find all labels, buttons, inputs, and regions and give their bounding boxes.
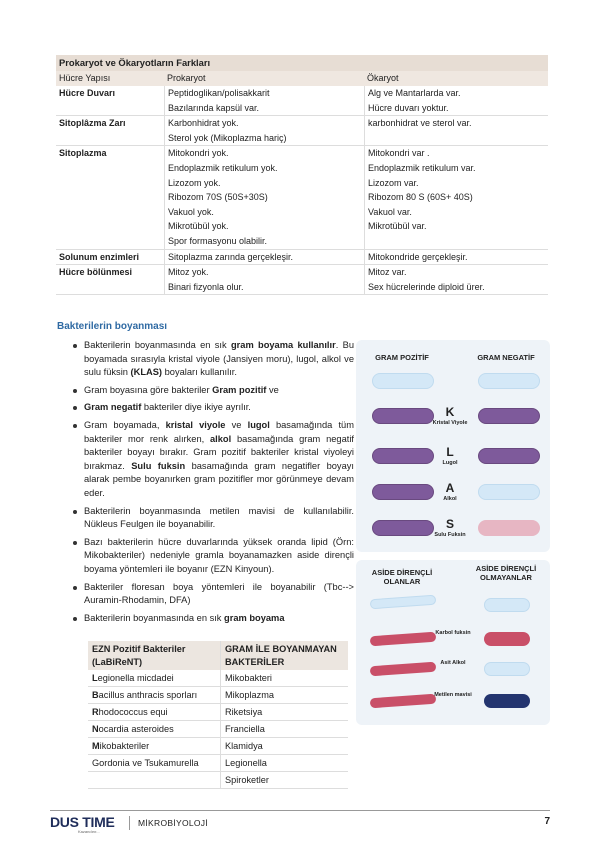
header-cell-prokaryote: Prokaryot xyxy=(167,73,206,83)
prokaryote-line: Mikrotübül yok. xyxy=(168,221,229,232)
row-label xyxy=(56,250,164,265)
logo-tagline: Kazandırır... xyxy=(78,829,100,834)
eukaryote-line: Alg ve Mantarlarda var. xyxy=(368,88,461,98)
eukaryote-line: Endoplazmik retikulum var. xyxy=(368,162,476,173)
eukaryote-cell xyxy=(364,146,548,248)
bacterium-non-acid-fast xyxy=(484,662,530,676)
comparison-row xyxy=(56,86,548,116)
prokaryote-cell xyxy=(164,116,364,145)
acid-fast-positive-label: ASİDE DİRENÇLİ OLANLAR xyxy=(371,568,433,586)
bacterium-gram-positive-initial xyxy=(372,373,434,389)
bacterium-gram-negative-initial xyxy=(478,373,540,389)
bullet-item: Gram negatif bakteriler diye ikiye ayrılır. xyxy=(72,401,354,415)
comparison-row xyxy=(56,265,548,295)
row-label xyxy=(56,265,164,294)
comparison-table xyxy=(56,55,548,295)
stain-step-letter: S xyxy=(445,517,454,531)
ezn-positive-cell: Mikobakteriler xyxy=(92,741,150,751)
eukaryote-cell xyxy=(364,86,548,115)
eukaryote-line: Lizozom var. xyxy=(368,177,419,188)
ezn-gram-unstained-cell: Klamidya xyxy=(220,738,348,754)
acid-fast-negative-label: ASİDE DİRENÇLİ OLMAYANLAR xyxy=(475,564,537,582)
bullet-item: Bakterilerin boyanmasında en sık gram boyama xyxy=(72,612,354,626)
ezn-gram-unstained-cell: Franciella xyxy=(220,721,348,737)
eukaryote-line: Mitokondride gerçekleşir. xyxy=(368,251,468,262)
bacterium-gram-negative xyxy=(478,408,540,424)
bacterium-acid-fast-initial xyxy=(370,595,437,610)
ezn-positive-cell: Gordonia ve Tsukamurella xyxy=(92,758,199,768)
bullet-item: Gram boyamada, kristal viyole ve lugol basamağında tüm bakteriler mor renk alırken, alkol basamağında gram negatif bakteriler boyayı bırakır. Gram pozitif bakteriler kristal viyoleyi bırakmaz. Sulu fuksin basamağında gram negatifler boyayı alarak pembe boyanırken gram pozitifler mor görünmeye devam eder. xyxy=(72,419,354,501)
footer-divider xyxy=(50,810,550,811)
footer-subject: MİKROBİYOLOJİ xyxy=(138,818,209,828)
row-label-text: Sitoplâzma Zarı xyxy=(59,118,126,129)
ezn-row xyxy=(88,755,348,772)
row-label-text: Solunum enzimleri xyxy=(59,251,140,262)
bacterium-acid-fast xyxy=(370,694,437,709)
bullet-item: Bakterilerin boyanmasında metilen mavisi de kullanılabilir. Nükleus Feulgen ile boyanabilir. xyxy=(72,505,354,532)
ezn-gram-unstained-cell: Mikoplazma xyxy=(220,687,348,703)
prokaryote-line: Sterol yok (Mikoplazma hariç) xyxy=(168,132,287,143)
bacterium-gram-negative xyxy=(478,484,540,500)
acid-fast-figure xyxy=(356,560,550,725)
bullet-item: Bakterilerin boyanmasında en sık gram boyama kullanılır. Bu boyamada sırasıyla kristal viyole (Jansiyen moru), lugol, alkol ve sulu füksin (KLAS) boyaları kullanılır. xyxy=(72,339,354,380)
acid-step-name: Karbol fuksin xyxy=(435,630,471,636)
comparison-row xyxy=(56,116,548,146)
prokaryote-line: Binari fizyonla olur. xyxy=(168,281,244,292)
prokaryote-cell xyxy=(164,86,364,115)
gram-positive-label: GRAM POZİTİF xyxy=(375,353,429,362)
ezn-row xyxy=(88,687,348,704)
prokaryote-line: Vakuol yok. xyxy=(168,206,214,217)
stain-step-name: Alkol xyxy=(443,496,457,502)
ezn-row xyxy=(88,738,348,755)
eukaryote-line: Hücre duvarı yoktur. xyxy=(368,102,449,113)
bacterium-non-acid-fast-initial xyxy=(484,598,530,612)
prokaryote-line: Karbonhidrat yok. xyxy=(168,118,239,129)
stain-step-letter: A xyxy=(445,481,455,495)
ezn-positive-cell: Nocardia asteroides xyxy=(92,724,174,734)
bacterium-non-acid-fast xyxy=(484,694,530,708)
row-label xyxy=(56,116,164,145)
eukaryote-cell xyxy=(364,116,548,145)
stain-step-name: Sulu Fuksin xyxy=(434,532,466,538)
bullet-item: Bakteriler floresan boya yöntemleri ile boyanabilir (Tbc--> Auramin-Rhodamin, DFA) xyxy=(72,581,354,608)
comparison-row xyxy=(56,250,548,266)
eukaryote-cell xyxy=(364,265,548,294)
page-number: 7 xyxy=(544,816,550,827)
prokaryote-cell xyxy=(164,265,364,294)
eukaryote-line: Sex hücrelerinde diploid ürer. xyxy=(368,281,485,292)
section-title: Bakterilerin boyanması xyxy=(57,321,168,332)
prokaryote-line: Spor formasyonu olabilir. xyxy=(168,235,268,246)
eukaryote-line: Mitoz var. xyxy=(368,267,407,278)
dustime-logo: DUS TIME xyxy=(50,814,115,830)
gram-negative-label: GRAM NEGATİF xyxy=(477,353,535,362)
ezn-header-gram-unstained: GRAM İLE BOYANMAYAN BAKTERİLER xyxy=(220,641,348,670)
row-label xyxy=(56,146,164,248)
ezn-positive-cell xyxy=(88,772,220,788)
ezn-gram-unstained-cell: Legionella xyxy=(220,755,348,771)
ezn-row xyxy=(88,772,348,789)
footer-separator xyxy=(129,816,130,830)
header-cell-eukaryote: Ökaryot xyxy=(367,73,399,83)
bacterium-acid-fast xyxy=(370,632,437,647)
ezn-positive-cell: Rhodococcus equi xyxy=(92,707,168,717)
ezn-positive-cell: Legionella micdadei xyxy=(92,673,174,683)
ezn-gram-unstained-cell: Mikobakteri xyxy=(220,670,348,686)
prokaryote-line: Bazılarında kapsül var. xyxy=(168,102,260,113)
ezn-positive-cell: Bacillus anthracis sporları xyxy=(92,690,198,700)
prokaryote-cell xyxy=(164,250,364,265)
prokaryote-line: Sitoplazma zarında gerçekleşir. xyxy=(168,251,294,262)
acid-step-name: Asit Alkol xyxy=(440,660,466,666)
prokaryote-line: Peptidoglikan/polisakkarit xyxy=(168,88,270,98)
row-label xyxy=(56,86,164,115)
bacterium-gram-negative xyxy=(478,448,540,464)
ezn-row xyxy=(88,704,348,721)
ezn-row xyxy=(88,721,348,738)
gram-stain-figure xyxy=(356,340,550,552)
stain-step-letter: K xyxy=(445,405,455,419)
acid-step-name: Metilen mavisi xyxy=(434,692,472,698)
ezn-gram-unstained-cell: Spiroketler xyxy=(220,772,348,788)
prokaryote-line: Mitoz yok. xyxy=(168,267,209,278)
prokaryote-line: Mitokondri yok. xyxy=(168,148,229,159)
comparison-table-title: Prokaryot ve Ökaryotların Farkları xyxy=(56,55,548,71)
stain-step-name: Lugol xyxy=(442,460,458,466)
header-cell-structure: Hücre Yapısı xyxy=(59,73,111,83)
ezn-row xyxy=(88,670,348,687)
eukaryote-line: Ribozom 80 S (60S+ 40S) xyxy=(368,192,473,203)
comparison-row xyxy=(56,146,548,249)
bacterium-gram-negative xyxy=(478,520,540,536)
stain-step-letter: L xyxy=(446,445,454,459)
bacterium-acid-fast xyxy=(370,662,437,677)
eukaryote-cell xyxy=(364,250,548,265)
eukaryote-line: karbonhidrat ve sterol var. xyxy=(368,118,472,129)
bullet-item: Gram boyasına göre bakteriler Gram pozitif ve xyxy=(72,384,354,398)
row-label-text: Hücre bölünmesi xyxy=(59,267,133,278)
eukaryote-line: Vakuol var. xyxy=(368,206,412,217)
bacterium-non-acid-fast xyxy=(484,632,530,646)
stain-step-name: Kristal Viyole xyxy=(432,420,468,426)
eukaryote-line: Mitokondri var . xyxy=(368,148,430,159)
prokaryote-line: Endoplazmik retikulum yok. xyxy=(168,162,278,173)
ezn-gram-unstained-cell: Riketsiya xyxy=(220,704,348,720)
row-label-text: Sitoplazma xyxy=(59,148,107,159)
prokaryote-line: Ribozom 70S (50S+30S) xyxy=(168,192,268,203)
bullet-list xyxy=(72,339,354,629)
ezn-table-header xyxy=(88,641,348,670)
ezn-table xyxy=(88,641,348,789)
prokaryote-cell xyxy=(164,146,364,248)
bullet-item: Bazı bakterilerin hücre duvarlarında yüksek oranda lipid (Örn: Mikobakteriler) nedeniyle gramla boyanamazken aside dirençli boyama yöntemleri ile boyanır (EZN Kinyoun). xyxy=(72,536,354,577)
row-label-text: Hücre Duvarı xyxy=(59,88,116,98)
eukaryote-line: Mikrotübül var. xyxy=(368,221,427,232)
comparison-table-header xyxy=(56,71,548,86)
prokaryote-line: Lizozom yok. xyxy=(168,177,221,188)
ezn-header-positive: EZN Pozitif Bakteriler (LaBiReNT) xyxy=(92,644,186,667)
